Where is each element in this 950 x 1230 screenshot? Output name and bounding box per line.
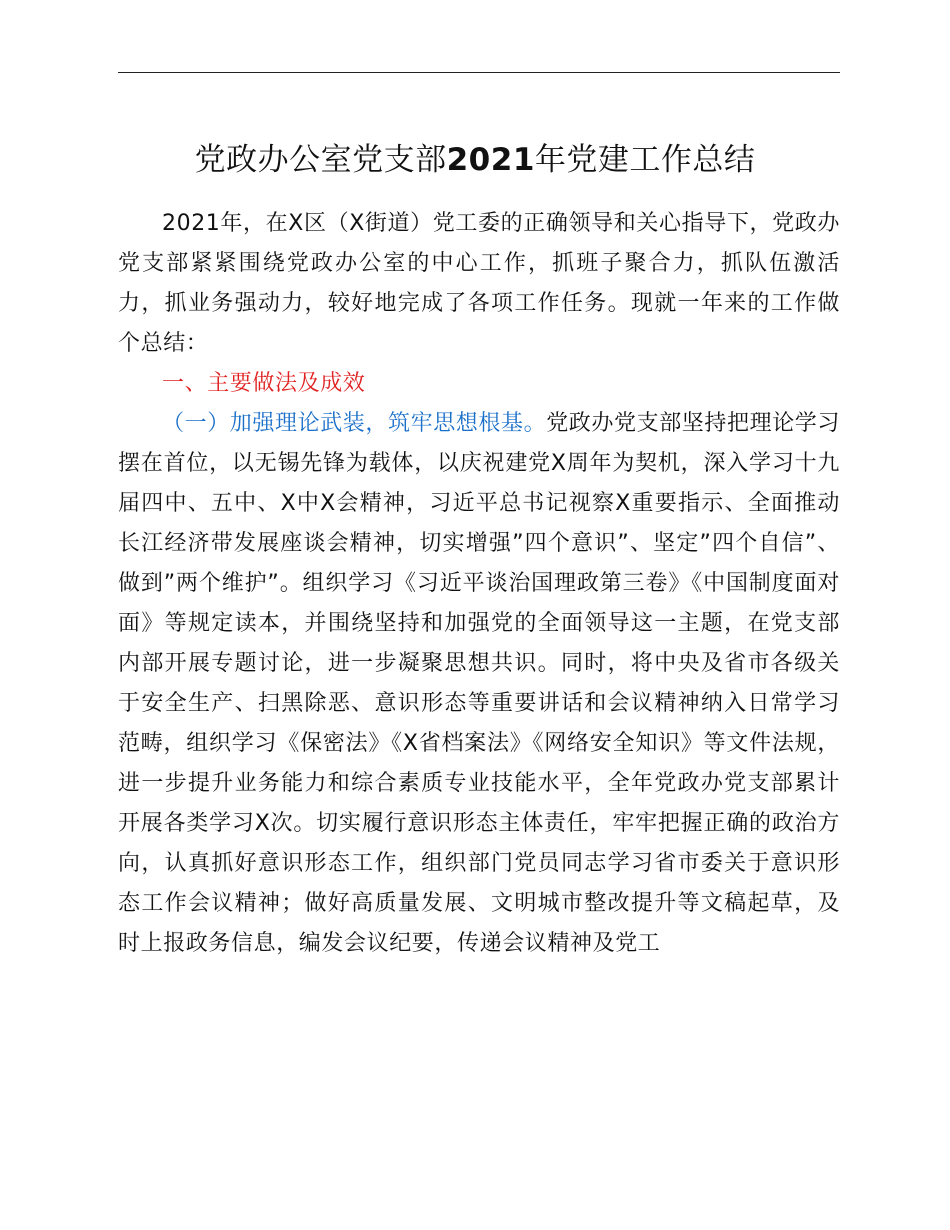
document-body [118,204,840,964]
header-rule [118,72,840,73]
document-title [0,138,950,182]
title-prefix: 党政办公室党支部 [194,142,447,178]
title-suffix: 年党建工作总结 [534,142,756,178]
section-heading: 一、主要做法及成效 [162,371,366,396]
subsection-paragraph [118,404,840,964]
intro-paragraph: 2021年，在X区（X街道）党工委的正确领导和关心指导下，党政办党支部紧紧围绕党政办公室的中心工作，抓班子聚合力，抓队伍激活力，抓业务强动力，较好地完成了各项工作任务。现就一年来的工作做个总结： [118,211,840,356]
subsection-lead: （一）加强理论武装，筑牢思想根基。 [162,411,547,436]
subsection-body: 党政办党支部坚持把理论学习摆在首位，以无锡先锋为载体，以庆祝建党X周年为契机，深入学习十九届四中、五中、X中X会精神，习近平总书记视察X重要指示、全面推动长江经济带发展座谈会精神，切实增强”四个意识”、坚定”四个自信”、做到”两个维护”。组织学习《习近平谈治国理政第三卷》《中国制度面对面》等规定读本，并围绕坚持和加强党的全面领导这一主题，在党支部内部开展专题讨论，进一步凝聚思想共识。同时，将中央及省市各级关于安全生产、扫黑除恶、意识形态等重要讲话和会议精神纳入日常学习范畴，组织学习《保密法》《X省档案法》《网络安全知识》等文件法规，进一步提升业务能力和综合素质专业技能水平，全年党政办党支部累计开展各类学习X次。切实履行意识形态主体责任，牢牢把握正确的政治方向，认真抓好意识形态工作，组织部门党员同志学习省市委关于意识形态工作会议精神；做好高质量发展、文明城市整改提升等文稿起草，及时上报政务信息，编发会议纪要，传递会议精神及党工 [118,411,841,956]
title-year: 2021 [446,142,535,178]
